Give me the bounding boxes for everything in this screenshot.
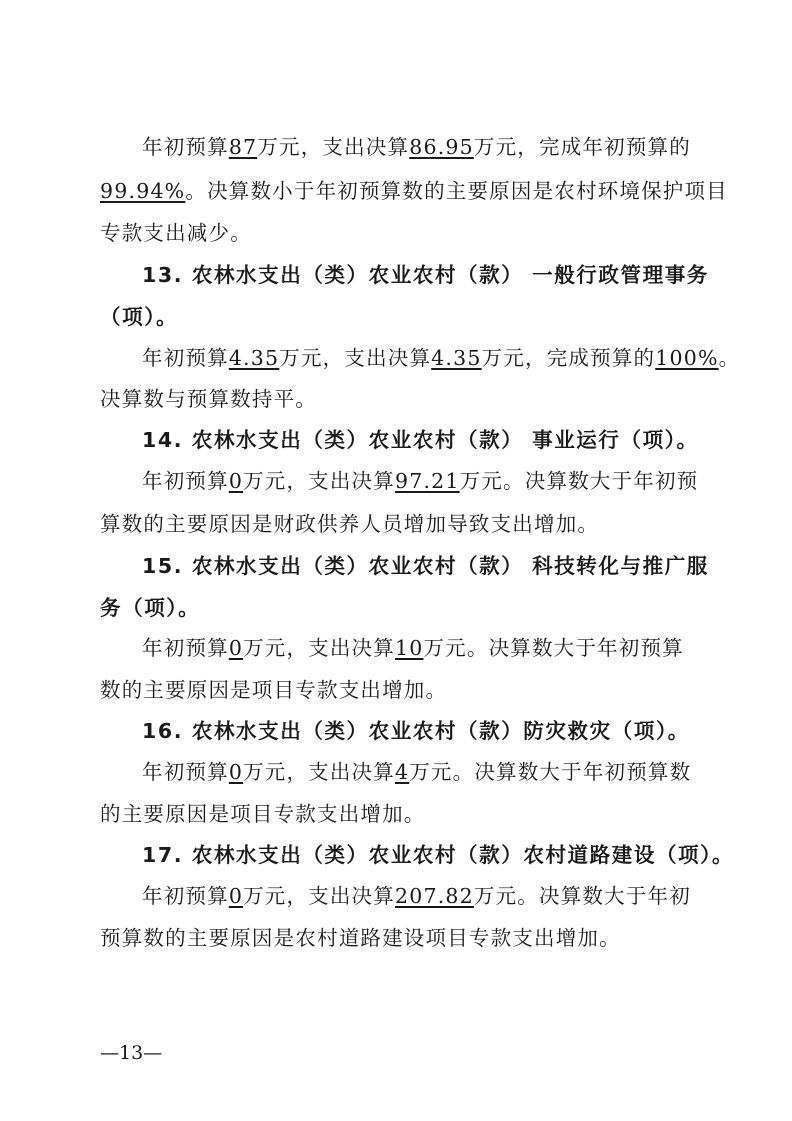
p12-line1: 年初预算87万元，支出决算86.95万元，完成年初预算的 bbox=[142, 135, 691, 159]
heading-13: 13. 农林水支出（类）农业农村（款） 一般行政管理事务 bbox=[142, 263, 709, 287]
heading-15: 15. 农林水支出（类）农业农村（款） 科技转化与推广服 bbox=[142, 554, 709, 578]
p16-line1: 年初预算0万元，支出决算4万元。决算数大于年初预算数 bbox=[142, 760, 692, 784]
p14-line1: 年初预算0万元，支出决算97.21万元。决算数大于年初预 bbox=[142, 469, 699, 493]
heading-15-cont: 务（项）。 bbox=[100, 596, 201, 620]
heading-16: 16. 农林水支出（类）农业农村（款）防灾救灾（项）。 bbox=[142, 719, 690, 743]
p12-line3: 专款支出减少。 bbox=[100, 221, 252, 245]
heading-17: 17. 农林水支出（类）农业农村（款）农村道路建设（项）。 bbox=[142, 843, 735, 867]
page-number: —13— bbox=[100, 1042, 163, 1064]
heading-13-cont: （项）。 bbox=[100, 305, 179, 329]
p14-line2: 算数的主要原因是财政供养人员增加导致支出增加。 bbox=[100, 512, 600, 536]
heading-14: 14. 农林水支出（类）农业农村（款） 事业运行（项）。 bbox=[142, 428, 699, 452]
p15-line1: 年初预算0万元，支出决算10万元。决算数大于年初预算 bbox=[142, 636, 684, 660]
p12-line2: 99.94%。决算数小于年初预算数的主要原因是农村环境保护项目 bbox=[100, 179, 728, 203]
p13-line1: 年初预算4.35万元，支出决算4.35万元，完成预算的100%。 bbox=[142, 346, 741, 370]
p17-line2: 预算数的主要原因是农村道路建设项目专款支出增加。 bbox=[100, 926, 621, 950]
p15-line2: 数的主要原因是项目专款支出增加。 bbox=[100, 678, 448, 702]
p13-line2: 决算数与预算数持平。 bbox=[100, 387, 317, 411]
p16-line2: 的主要原因是项目专款支出增加。 bbox=[100, 802, 426, 826]
p17-line1: 年初预算0万元，支出决算207.82万元。决算数大于年初 bbox=[142, 884, 691, 908]
